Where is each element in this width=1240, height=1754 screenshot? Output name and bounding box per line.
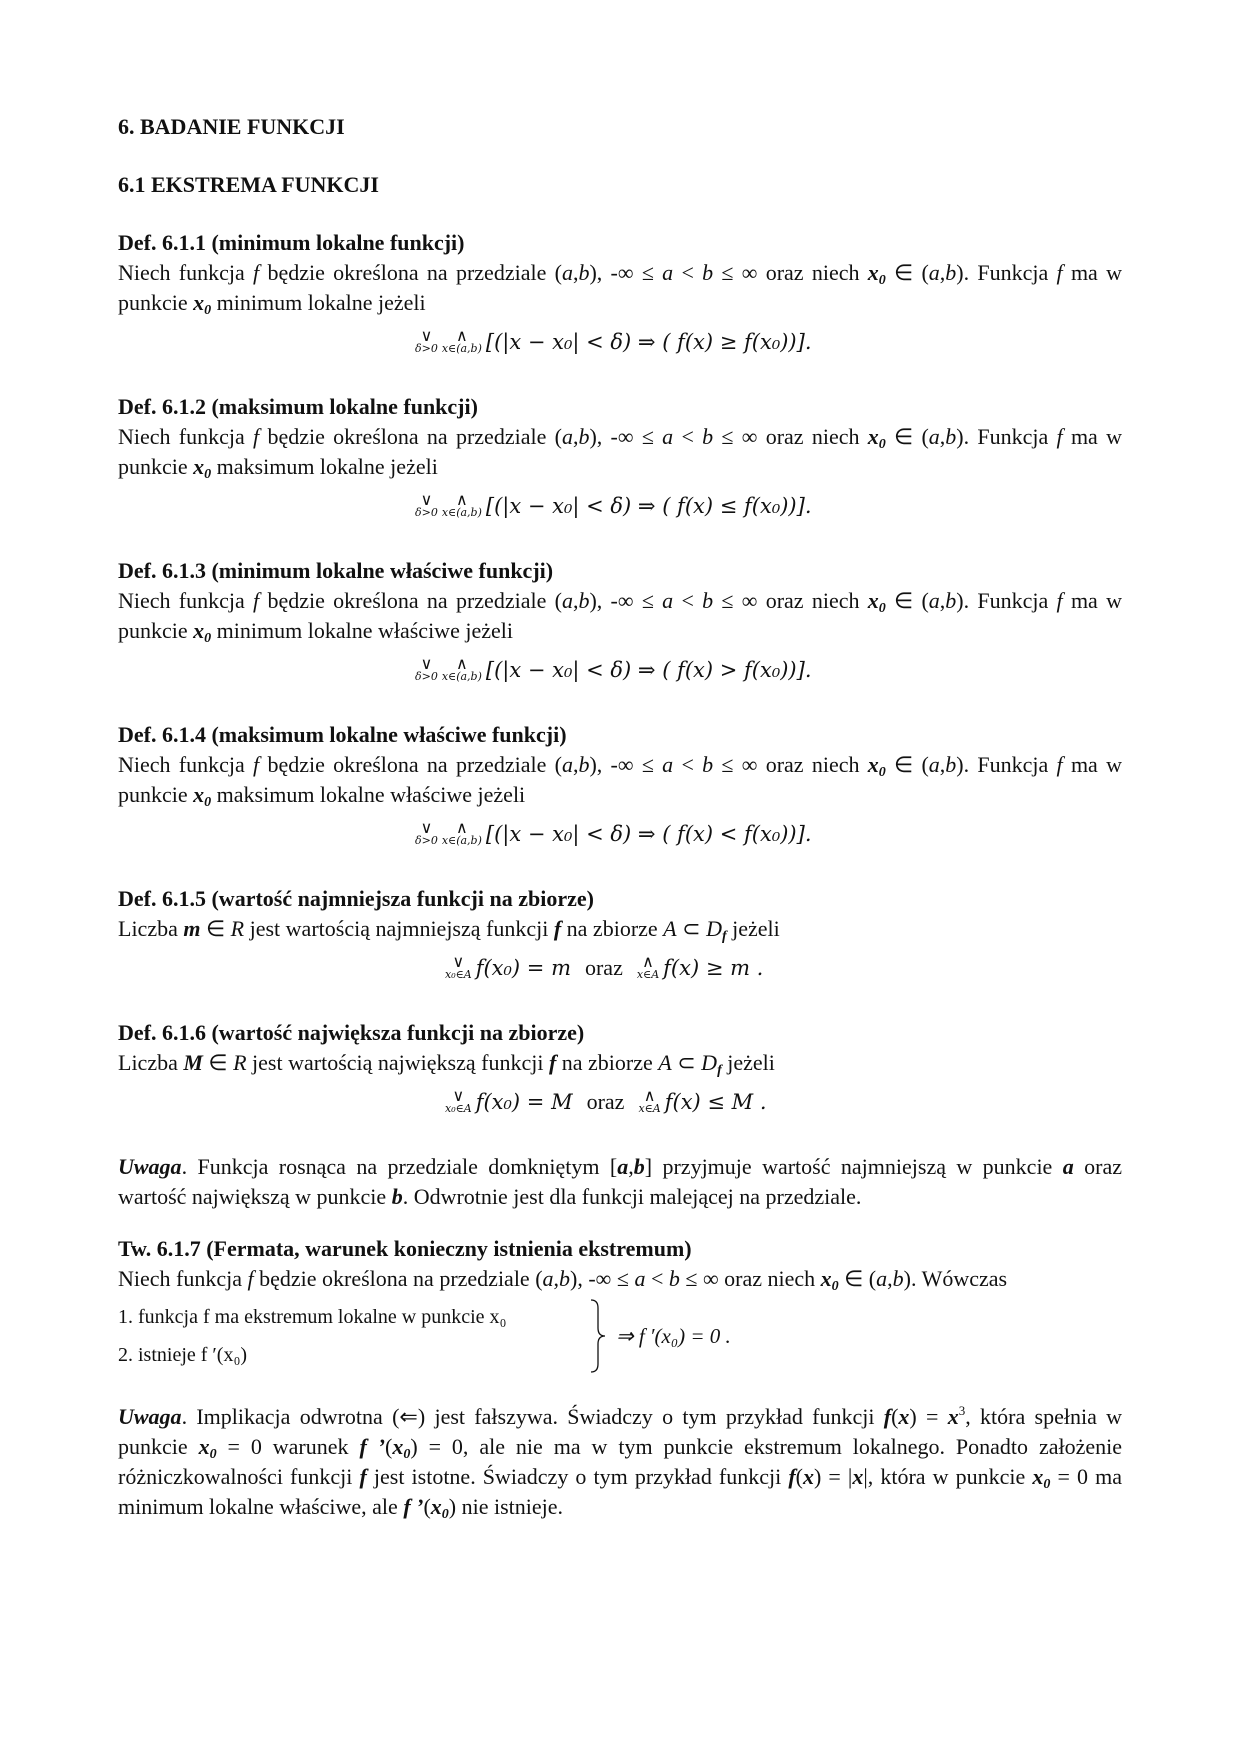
right-brace-icon [588,1298,610,1374]
text-run: b [702,588,714,613]
text-run: będzie określona na przedziale ( [259,260,562,285]
text-run: , [887,1266,893,1291]
forall-quantifier [441,818,482,847]
text-run: Uwaga [118,1404,182,1429]
text-run: b [559,1266,571,1291]
theorem-conclusion: ⇒ f ′(x₀) = 0 . [616,1323,731,1348]
text-run: oraz wartość największą w punkcie [118,1154,1122,1209]
exists-quantifier [445,952,472,981]
forall-symbol: ∧ [642,952,654,971]
text-run: 0 [204,631,212,646]
text-run: a [662,424,674,449]
text-run: ∈ ( [885,752,929,777]
theorem-body [118,1264,1122,1294]
definition-title: Def. 6.1.5 (wartość najmniejsza funkcji na zbiorze) [118,886,594,911]
text-run: ma w punkcie [118,260,1122,315]
text-run: Liczba [118,916,184,941]
text-run: jest wartością najmniejszą funkcji [244,916,554,941]
text-run: 0 [403,1447,411,1462]
formula-part: f(x₀) = m [475,956,571,980]
forall-quantifier [441,654,482,683]
exists-symbol: ∨ [452,1086,465,1105]
text-run: Niech funkcja [118,1266,248,1291]
exists-symbol: ∨ [420,654,433,673]
text-run: ≤ ∞ oraz niech [713,588,868,613]
text-run: ma w punkcie [118,752,1122,807]
text-run: A [663,916,677,941]
text-run: |, która w punkcie [863,1464,1033,1489]
text-run: ≤ ∞ oraz niech [679,1266,821,1291]
exists-symbol: ∨ [420,818,433,837]
forall-quantifier [441,490,482,519]
formula-expression: [(|x − x₀| < δ) ⇒ ( f(x) ≤ f(x₀))]. [485,494,812,518]
formula-expression: f(x) ≤ M . [664,1090,767,1114]
exists-symbol: ∨ [420,326,433,345]
exists-quantifier [415,326,438,355]
text-run: będzie określona na przedziale ( [253,1266,543,1291]
text-run: b [391,1184,403,1209]
text-run: ). Funkcja [956,260,1057,285]
text-run: ( [385,1434,393,1459]
text-run: x [193,618,205,643]
text-run: na zbiorze [561,916,664,941]
text-run: ∈ ( [838,1266,877,1291]
text-run: , [939,752,946,777]
text-run: x [867,752,879,777]
text-run: 0 [204,467,212,482]
text-run: b [633,1154,645,1179]
text-run: 0 [878,601,886,616]
text-run: M [183,1050,203,1075]
text-run: ∈ [200,916,231,941]
theorem-conditions [118,1298,588,1374]
definition-body [118,258,1122,318]
forall-quantifier [636,952,660,981]
text-run: , [553,1266,560,1291]
definition-body [118,750,1122,810]
text-run: Niech funkcja [118,424,254,449]
definitions [118,228,1122,1124]
text-run: 0 [831,1279,839,1294]
text-run: minimum lokalne jeżeli [211,290,426,315]
text-run: b [892,1266,904,1291]
text-run: b [702,260,714,285]
formula-expression: f(x) ≥ m . [663,956,764,980]
text-run: ⊂ [671,1050,702,1075]
condition-2: 2. istnieje f ′(x₀) [118,1344,248,1366]
text-run: b [945,260,957,285]
text-run: A [658,1050,672,1075]
text-run: Niech funkcja [118,260,254,285]
text-run: ), -∞ ≤ [570,1266,635,1291]
text-run: f [1056,260,1063,285]
text-run: Liczba [118,1050,184,1075]
text-run: x [852,1464,864,1489]
text-run: f [1056,424,1063,449]
text-run: x [867,260,879,285]
text-run: b [578,260,590,285]
quantifier-range: x₀∈A [445,1102,472,1115]
text-run: b [945,424,957,449]
text-run: f [553,916,562,941]
formula-expression: [(|x − x₀| < δ) ⇒ ( f(x) ≥ f(x₀))]. [485,330,812,354]
forall-quantifier [441,326,482,355]
text-run: ( [423,1494,431,1519]
conjunction-word: oraz [586,1089,625,1114]
theorem-statement [118,1298,1122,1374]
text-run: ) = 0, ale nie ma w tym punkcie ekstremum lokalnego. Ponadto założenie różniczkowalności funkcji [118,1434,1122,1489]
section-title: 6.1 EKSTREMA FUNKCJI [118,172,379,197]
text-run: x [193,290,205,315]
text-run: f [253,588,260,613]
text-run: f [1056,752,1063,777]
text-run: a [561,752,573,777]
text-run: a [617,1154,629,1179]
text-run: ) = | [814,1464,853,1489]
text-run: a [928,424,940,449]
text-run: x [867,424,879,449]
exists-quantifier [445,1086,472,1115]
text-run: , [572,588,579,613]
text-run: będzie określona na przedziale ( [259,752,562,777]
text-run: ), -∞ ≤ [589,260,663,285]
definition-title: Def. 6.1.1 (minimum lokalne funkcji) [118,230,465,255]
exists-symbol: ∨ [420,490,433,509]
text-run: ma w punkcie [118,424,1122,479]
text-run: jest istotne. Świadczy o tym przykład funkcji [366,1464,789,1489]
text-run: x [193,454,205,479]
quantifier-range: δ>0 [415,342,438,355]
text-run: , która spełnia w punkcie [118,1404,1123,1459]
text-run: ). Funkcja [956,424,1057,449]
formula-expression: [(|x − x₀| < δ) ⇒ ( f(x) < f(x₀))]. [485,822,812,846]
formula-part: f(x₀) = M [475,1090,573,1114]
text-run: ( [891,1404,899,1429]
definition-body [118,422,1122,482]
text-run: < [673,424,703,449]
text-run: a [1062,1154,1074,1179]
text-run: 0 [204,303,212,318]
text-run: f [717,1063,722,1078]
text-run: x [898,1404,910,1429]
text-run: f [1056,588,1063,613]
text-run: ∈ ( [885,424,929,449]
text-run: a [876,1266,888,1291]
text-run: m [183,916,201,941]
text-run: x [193,782,205,807]
text-run: b [945,588,957,613]
text-run: b [668,1266,680,1291]
text-run: ). Funkcja [956,752,1057,777]
text-run: f [359,1464,367,1489]
conjunction-word: oraz [584,955,623,980]
document-page [118,112,1122,1522]
quantifier-range: x∈(a,b) [441,834,482,847]
text-run: a [928,752,940,777]
text-run: b [945,752,957,777]
text-run: , [939,260,946,285]
definition-formula [118,484,1122,528]
definition-title: Def. 6.1.3 (minimum lokalne właściwe funkcji) [118,558,554,583]
forall-symbol: ∧ [643,1086,656,1105]
text-run: f [247,1266,254,1291]
text-run: f ’ [403,1494,424,1519]
quantifier-range: δ>0 [415,834,438,847]
text-run: ) nie istnieje. [448,1494,564,1519]
text-run: < [645,1266,669,1291]
text-run: ) = [909,1404,948,1429]
text-run: f [253,260,260,285]
text-run: ). Funkcja [956,588,1057,613]
text-run: x [820,1266,832,1291]
text-run: a [542,1266,554,1291]
text-run: jest wartością największą funkcji [246,1050,549,1075]
definition-title: Def. 6.1.2 (maksimum lokalne funkcji) [118,394,478,419]
definition-formula [118,320,1122,364]
text-run: Niech funkcja [118,752,254,777]
text-run: będzie określona na przedziale ( [259,424,562,449]
definition-body [118,914,1122,944]
text-run: maksimum lokalne właściwe jeżeli [211,782,526,807]
definition-formula [118,812,1122,856]
text-run: b [578,424,590,449]
text-run: a [561,588,573,613]
note-paragraph-2 [118,1402,1122,1522]
text-run: f [548,1050,557,1075]
quantifier-range: x₀∈A [445,968,472,981]
text-run: f [883,1404,892,1429]
text-run: 3 [958,1403,966,1418]
text-run: a [662,752,674,777]
text-run: ), -∞ ≤ [589,424,663,449]
text-run: ), -∞ ≤ [589,752,663,777]
exists-quantifier [415,490,438,519]
text-run: ). Wówczas [903,1266,1008,1291]
text-run: f [788,1464,796,1489]
text-run: 0 [441,1507,449,1522]
text-run: jeżeli [721,1050,775,1075]
text-run: ), -∞ ≤ [589,588,663,613]
text-run: a [928,260,940,285]
text-run: = 0 ma minimum lokalne właściwe, ale [118,1464,1122,1519]
text-run: b [578,588,590,613]
text-run: a [662,260,674,285]
text-run: będzie określona na przedziale ( [259,588,562,613]
text-run: , [628,1154,634,1179]
definition-body [118,1048,1122,1078]
text-run: . Implikacja odwrotna (⇐) jest fałszywa. Świadczy o tym przykład funkcji [181,1404,884,1429]
text-run: D [706,916,722,941]
text-run: x [392,1434,404,1459]
text-run: ( [795,1464,803,1489]
text-run: f ’ [359,1434,386,1459]
text-run: < [673,588,703,613]
text-run: x [867,588,879,613]
exists-quantifier [415,818,438,847]
forall-symbol: ∧ [456,818,468,837]
text-run: x [947,1404,959,1429]
definition-formula [118,1080,1122,1124]
text-run: f [253,424,260,449]
text-run: a [634,1266,646,1291]
quantifier-range: x∈A [638,1102,661,1115]
text-run: b [702,752,714,777]
definition-title: Def. 6.1.4 (maksimum lokalne właściwe funkcji) [118,722,567,747]
text-run: . Funkcja rosnąca na przedziale domkniętym [ [181,1154,618,1179]
text-run: 0 [878,437,886,452]
text-run: ∈ [202,1050,234,1075]
text-run: ∈ ( [885,588,929,613]
text-run: , [572,260,579,285]
text-run: 0 [878,273,886,288]
text-run: minimum lokalne właściwe jeżeli [211,618,513,643]
text-run: x [198,1434,210,1459]
text-run: D [701,1050,718,1075]
text-run: b [578,752,590,777]
text-run: Niech funkcja [118,588,254,613]
forall-symbol: ∧ [456,654,468,673]
text-run: maksimum lokalne jeżeli [211,454,438,479]
text-run: R [233,1050,247,1075]
text-run: , [572,752,579,777]
text-run: , [572,424,579,449]
theorem-title: Tw. 6.1.7 (Fermata, warunek konieczny istnienia ekstremum) [118,1236,692,1261]
text-run: 0 [878,765,886,780]
chapter-title: 6. BADANIE FUNKCJI [118,114,345,139]
quantifier-range: x∈(a,b) [441,670,482,683]
quantifier-range: δ>0 [415,506,438,519]
text-run: 0 [204,795,212,810]
definition-formula [118,648,1122,692]
quantifier-range: δ>0 [415,670,438,683]
text-run: na zbiorze [556,1050,659,1075]
forall-symbol: ∧ [456,326,468,345]
text-run: x [803,1464,814,1489]
text-run: ≤ ∞ oraz niech [713,424,868,449]
text-run: , [939,424,946,449]
text-run: 0 [1043,1477,1051,1492]
text-run: = 0 warunek [216,1434,360,1459]
text-run: . Odwrotnie jest dla funkcji malejącej na przedziale. [402,1184,862,1209]
text-run: ⊂ [676,916,707,941]
forall-quantifier [638,1086,661,1115]
text-run: a [561,260,573,285]
quantifier-range: x∈(a,b) [441,506,482,519]
formula-expression: [(|x − x₀| < δ) ⇒ ( f(x) > f(x₀))]. [485,658,812,682]
text-run: f [721,929,727,944]
exists-symbol: ∨ [452,952,465,971]
condition-1: 1. funkcja f ma ekstremum lokalne w punkcie x₀ [118,1306,507,1328]
quantifier-range: x∈(a,b) [441,342,482,355]
text-run: ∈ ( [885,260,929,285]
exists-quantifier [415,654,438,683]
forall-symbol: ∧ [456,490,468,509]
text-run: b [702,424,714,449]
text-run: x [1032,1464,1044,1489]
text-run: x [430,1494,442,1519]
text-run: < [673,260,703,285]
text-run: f [253,752,260,777]
text-run: < [673,752,703,777]
text-run: a [928,588,940,613]
text-run: a [561,424,573,449]
text-run: ma w punkcie [118,588,1122,643]
text-run: ] przyjmuje wartość najmniejszą w punkcie [644,1154,1063,1179]
text-run: ≤ ∞ oraz niech [713,260,868,285]
definition-body [118,586,1122,646]
quantifier-range: x∈A [636,968,660,981]
text-run: 0 [209,1447,217,1462]
text-run: R [230,916,245,941]
text-run: a [662,588,674,613]
note-paragraph [118,1152,1122,1212]
text-run: jeżeli [726,916,780,941]
definition-title: Def. 6.1.6 (wartość największa funkcji na zbiorze) [118,1020,585,1045]
text-run: ≤ ∞ oraz niech [713,752,868,777]
text-run: , [939,588,946,613]
text-run: Uwaga [118,1154,182,1179]
definition-formula [118,946,1122,990]
